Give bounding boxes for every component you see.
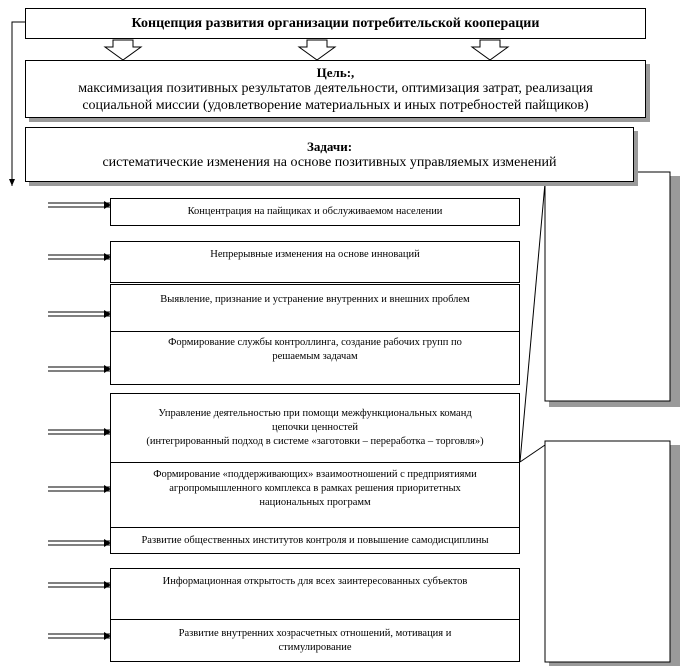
list-item: [110, 462, 520, 528]
list-item-text: агропромышленного комплекса в рамках решения приоритетных: [169, 483, 461, 494]
list-item-text: Непрерывные изменения на основе инноваций: [210, 249, 420, 260]
list-item: [110, 619, 520, 662]
list-item-text: решаемым задачам: [272, 351, 358, 362]
bracket-line-bottom: [520, 445, 545, 462]
list-item: [110, 393, 520, 463]
list-item-text: национальных программ: [259, 497, 371, 508]
tasks-heading: Задачи:: [306, 138, 353, 154]
goal-heading: Цель:,: [316, 64, 355, 80]
arrow-item-1: [48, 203, 110, 207]
page-title: Концепция развития организации потребительской кооперации: [131, 15, 540, 31]
title-box: [25, 8, 646, 39]
arrow-item-9: [48, 634, 110, 638]
right-panel-top: [545, 172, 670, 401]
list-item-text: Информационная открытость для всех заинтересованных субъектов: [162, 576, 468, 587]
down-arrow-right: [472, 40, 508, 60]
arrow-item-6: [48, 487, 110, 491]
tasks-line: систематические изменения на основе позитивных управляемых изменений: [102, 154, 557, 170]
list-item-text: Развитие внутренних хозрасчетных отношений, мотивация и: [178, 627, 452, 639]
list-item: [110, 241, 520, 283]
list-item-text: Выявление, признание и устранение внутренних и внешних проблем: [160, 294, 470, 305]
arrow-item-8: [48, 583, 110, 587]
arrow-item-2: [48, 255, 110, 259]
goal-line: максимизация позитивных результатов деятельности, оптимизация затрат, реализация: [78, 80, 593, 96]
list-item: [110, 331, 520, 385]
list-item: [110, 284, 520, 332]
list-item-text: Развитие общественных институтов контроля и повышение самодисциплины: [141, 534, 489, 546]
list-item: [110, 568, 520, 620]
arrow-item-5: [48, 430, 110, 434]
list-item-text: Управление деятельностью при помощи межфункциональных команд: [158, 408, 472, 419]
goal-line: социальной миссии (удовлетворение материальных и иных потребностей пайщиков): [82, 97, 589, 113]
list-item-text: Концентрация на пайщиках и обслуживаемом населении: [187, 206, 443, 217]
right-panel-bottom: [545, 441, 670, 662]
arrow-item-7: [48, 541, 110, 545]
arrow-item-4: [48, 367, 110, 371]
tasks-box: [25, 127, 634, 182]
item-arrows: [48, 203, 110, 638]
list-item-text: цепочки ценностей: [271, 422, 359, 433]
bracket-line-top: [520, 183, 545, 462]
list-item-text: (интегрированный подход в системе «заготовки – переработка – торговля»): [146, 436, 484, 447]
down-arrow-center: [299, 40, 335, 60]
down-arrow-left: [105, 40, 141, 60]
list-item: [110, 527, 520, 554]
goal-box: [25, 60, 646, 118]
list-item-text: стимулирование: [278, 641, 352, 653]
feedback-connector: [12, 22, 25, 186]
list-item: [110, 198, 520, 226]
list-item-text: Формирование «поддерживающих» взаимоотношений с предприятиями: [153, 469, 477, 480]
list-item-text: Формирование службы контроллинга, создание рабочих групп по: [168, 337, 462, 348]
arrow-item-3: [48, 312, 110, 316]
